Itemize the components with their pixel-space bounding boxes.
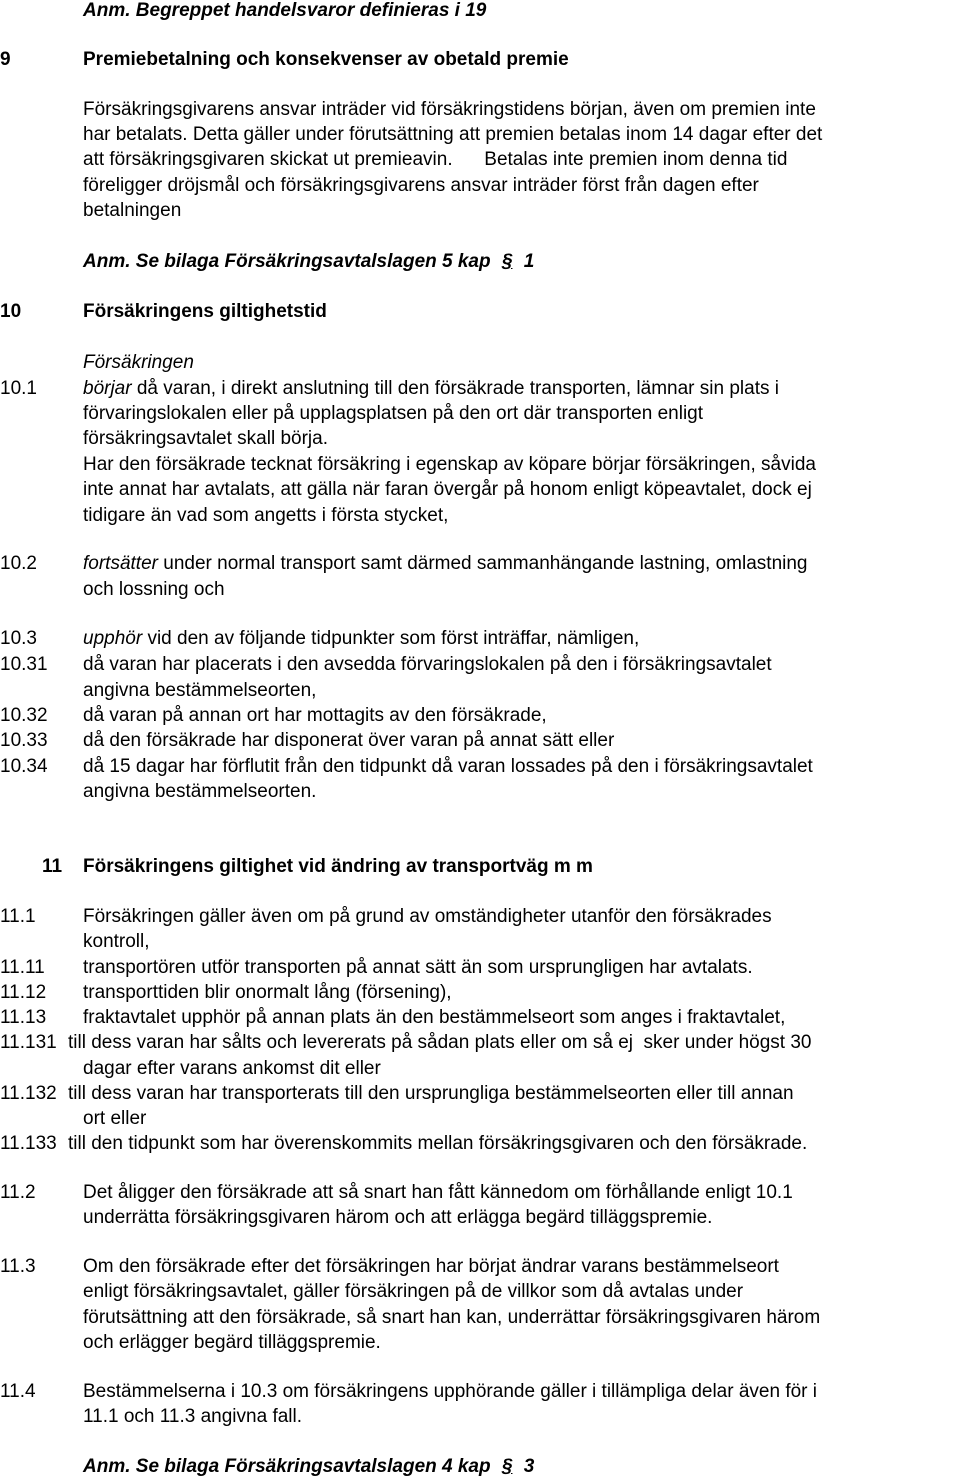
- section-9-line: föreligger dröjsmål och försäkringsgivarens ansvar inträder först från dagen efter: [83, 175, 759, 196]
- section-9-line: betalningen: [83, 200, 182, 221]
- clause-number: 10.2: [0, 553, 37, 574]
- clause-number: 11.131: [0, 1032, 57, 1053]
- clause-number: 11.132: [0, 1083, 57, 1104]
- section-11-title: Försäkringens giltighet vid ändring av transportväg m m: [83, 856, 593, 877]
- clause-line: dagar efter varans ankomst dit eller: [83, 1058, 381, 1079]
- anm-number: 3: [523, 1456, 535, 1477]
- paragraph-sign: §: [501, 1456, 513, 1477]
- clause-number: 11.11: [0, 957, 45, 978]
- anm-text: Anm. Se bilaga Försäkringsavtalslagen 5 kap: [83, 251, 491, 272]
- clause-line: enligt försäkringsavtalet, gäller försäkringen på de villkor som då avtalas under: [83, 1281, 744, 1302]
- clause-number: 10.33: [0, 730, 48, 751]
- clause-number: 11.12: [0, 982, 47, 1003]
- section-9-title: Premiebetalning och konsekvenser av obetald premie: [83, 49, 569, 70]
- clause-text: till dess varan har sålts och levererats på sådan plats eller om så ej sker under högst 30: [68, 1032, 812, 1053]
- section-10-number: 10: [0, 301, 22, 322]
- section-10-title: Försäkringens giltighetstid: [83, 301, 327, 322]
- clause-text: Försäkringen gäller även om på grund av omständigheter utanför den försäkrades: [83, 906, 772, 927]
- clause-line: Det åligger den försäkrade att så snart han fått kännedom om förhållande enligt 10.1: [83, 1182, 793, 1203]
- section-11-number: 11: [42, 856, 63, 877]
- clause-line: kontroll,: [83, 931, 150, 952]
- clause-number: 10.1: [0, 378, 37, 399]
- clause-number: 11.133: [0, 1133, 57, 1154]
- clause-line: tidigare än vad som angetts i första stycket,: [83, 505, 449, 526]
- clause-lead: börjar: [83, 378, 132, 399]
- clause-text: till den tidpunkt som har överenskommits mellan försäkringsgivaren och den försäkrade.: [68, 1133, 808, 1154]
- section-11-anm: [83, 1454, 534, 1480]
- section-9-number: 9: [0, 49, 11, 70]
- clause-line: ort eller: [83, 1108, 147, 1129]
- clause-line: försäkringsavtalet skall börja.: [83, 428, 328, 449]
- clause-line: och lossning och: [83, 579, 225, 600]
- clause-number: 10.31: [0, 654, 48, 675]
- clause-line: angivna bestämmelseorten.: [83, 781, 317, 802]
- section-9-line: att försäkringsgivaren skickat ut premieavin. Betalas inte premien inom denna tid: [83, 149, 788, 170]
- clause-number: 10.32: [0, 705, 48, 726]
- clause-text: transporttiden blir onormalt lång (försening),: [83, 982, 452, 1003]
- clause-line: angivna bestämmelseorten,: [83, 680, 317, 701]
- clause-rest: då varan, i direkt anslutning till den försäkrade transporten, lämnar sin plats i: [131, 378, 779, 399]
- clause-lead: fortsätter: [83, 553, 158, 574]
- clause-lead: upphör: [83, 628, 143, 649]
- paragraph-sign: §: [501, 251, 513, 272]
- clause-number: 11.4: [0, 1381, 36, 1402]
- clause-number: 11.1: [0, 906, 36, 927]
- section-9-line: Försäkringsgivarens ansvar inträder vid försäkringstidens början, även om premien inte: [83, 99, 816, 120]
- clause-text: till dess varan har transporterats till den ursprungliga bestämmelseorten eller till annan: [68, 1083, 794, 1104]
- clause-text: då varan på annan ort har mottagits av den försäkrade,: [83, 705, 547, 726]
- clause-line: 11.1 och 11.3 angivna fall.: [83, 1406, 303, 1427]
- anm-number: 1: [523, 251, 535, 272]
- clause-text: [83, 376, 779, 402]
- clause-text: då 15 dagar har förflutit från den tidpunkt då varan lossades på den i försäkringsavtalet: [83, 756, 813, 777]
- clause-line: inte annat har avtalats, att gälla när faran övergår på honom enligt köpeavtalet, dock ej: [83, 479, 812, 500]
- clause-number: 10.34: [0, 756, 48, 777]
- anm-note-top: Anm. Begreppet handelsvaror definieras i 19: [83, 0, 487, 21]
- section-9-line: har betalats. Detta gäller under förutsättning att premien betalas inom 14 dagar efter det: [83, 124, 823, 145]
- clause-line: och erlägger begärd tilläggspremie.: [83, 1332, 381, 1353]
- clause-line: Har den försäkrade tecknat försäkring i egenskap av köpare börjar försäkringen, såvida: [83, 454, 816, 475]
- clause-number: 10.3: [0, 628, 37, 649]
- clause-line: underrätta försäkringsgivaren härom och att erlägga begärd tilläggspremie.: [83, 1207, 713, 1228]
- clause-line: Om den försäkrade efter det försäkringen har börjat ändrar varans bestämmelseort: [83, 1256, 779, 1277]
- clause-text: [83, 551, 808, 577]
- clause-rest: vid den av följande tidpunkter som först inträffar, nämligen,: [142, 628, 640, 649]
- anm-text: Anm. Se bilaga Försäkringsavtalslagen 4 kap: [83, 1456, 491, 1477]
- clause-number: 11.3: [0, 1256, 36, 1277]
- clause-line: Bestämmelserna i 10.3 om försäkringens upphörande gäller i tillämpliga delar även för i: [83, 1381, 817, 1402]
- clause-line: förutsättning att den försäkrade, så snart han kan, underrättar försäkringsgivaren härom: [83, 1307, 821, 1328]
- clause-text: transportören utför transporten på annat sätt än som ursprungligen har avtalats.: [83, 957, 753, 978]
- clause-text: [83, 626, 639, 652]
- clause-line: förvaringslokalen eller på upplagsplatsen på den ort där transporten enligt: [83, 403, 704, 424]
- clause-number: 11.2: [0, 1182, 36, 1203]
- clause-text: då varan har placerats i den avsedda förvaringslokalen på den i försäkringsavtalet: [83, 654, 772, 675]
- clause-text: då den försäkrade har disponerat över varan på annat sätt eller: [83, 730, 615, 751]
- clause-rest: under normal transport samt därmed sammanhängande lastning, omlastning: [157, 553, 808, 574]
- section-9-anm: [83, 249, 534, 275]
- section-10-intro: Försäkringen: [83, 352, 194, 373]
- clause-text: fraktavtalet upphör på annan plats än den bestämmelseort som anges i fraktavtalet,: [83, 1007, 786, 1028]
- clause-number: 11.13: [0, 1007, 47, 1028]
